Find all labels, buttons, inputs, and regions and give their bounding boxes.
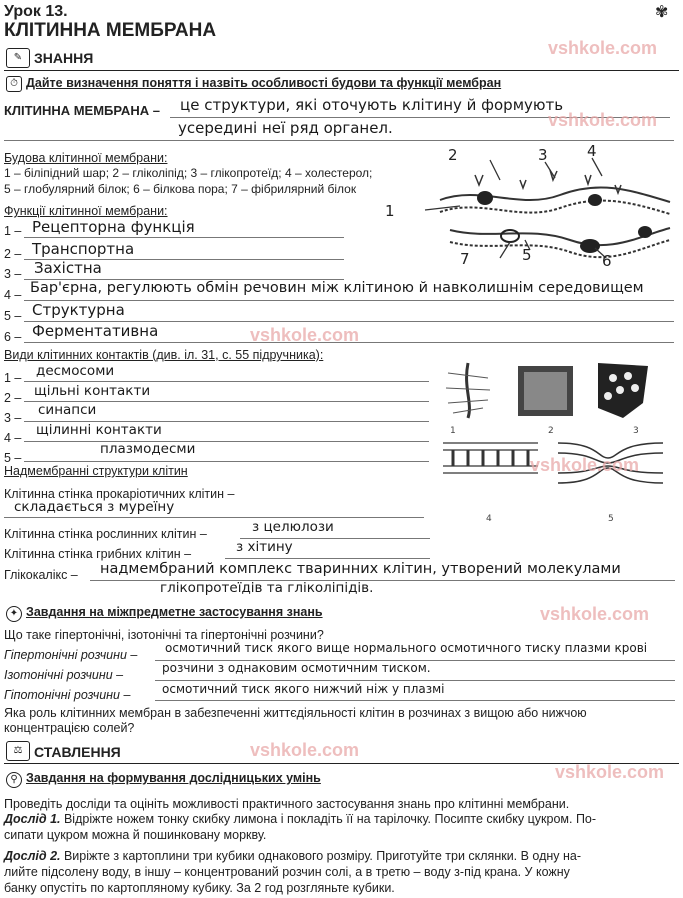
diagram-label-6: 6 (602, 252, 612, 270)
lesson-number: Урок 13. (4, 3, 68, 20)
function-number: 5 – (4, 309, 22, 323)
function-number: 1 – (4, 224, 22, 238)
book-icon: ✎ (6, 48, 30, 68)
prokaryote-answer: складається з муреїну (14, 499, 175, 515)
page-title: КЛІТИННА МЕМБРАНА (4, 20, 217, 41)
experiment-2-title: Дослід 2. (4, 849, 61, 863)
figure-number-1: 1 (450, 426, 456, 436)
function-number: 4 – (4, 288, 22, 302)
glycocalyx-answer-1: надмембраний комплекс тваринних клітин, утворений молекулами (100, 561, 621, 577)
section-attitude: СТАВЛЕННЯ (34, 744, 121, 760)
definition-answer-1: це структури, які оточують клітину й формують (180, 96, 564, 114)
clock-icon: ⏱ (6, 76, 22, 92)
answer-line (24, 441, 429, 442)
structure-heading: Будова клітинної мембрани: (4, 151, 168, 165)
diagram-label-1: 1 (385, 202, 395, 220)
function-answer: Рецепторна функція (32, 218, 195, 236)
diagram-label-3: 3 (538, 146, 548, 164)
structure-line-1: 1 – біліпідний шар; 2 – гліколіпід; 3 – глікопротеїд; 4 – холестерол; (4, 166, 373, 180)
diagram-label-4: 4 (587, 142, 597, 160)
isotonic-label: Ізотонічні розчини – (4, 668, 124, 682)
contact-answer: щілинні контакти (36, 422, 162, 438)
corner-icon: ✾ (655, 4, 669, 21)
contact-number: 4 – (4, 431, 22, 445)
experiment-2-text: Виріжте з картоплини три кубики однакового розміру. Приготуйте три склянки. В одну на- (60, 849, 582, 863)
contact-number: 3 – (4, 411, 22, 425)
watermark: vshkole.com (555, 762, 665, 782)
answer-line (155, 700, 675, 701)
task-interdisciplinary-heading: Завдання на міжпредметне застосування знань (26, 605, 323, 619)
diagram-label-2: 2 (448, 146, 458, 164)
contacts-heading: Види клітинних контактів (див. іл. 31, с. 55 підручника): (4, 348, 324, 362)
definition-answer-2: усередині неї ряд органел. (178, 119, 393, 137)
experiment-1-line-2: сипати цукром можна й пошинковану моркву. (4, 828, 267, 842)
experiment-1-text: Відріжте ножем тонку скибку лимона і покладіть її на тарілочку. Посипте скибку цукром. По- (60, 812, 597, 826)
plant-label: Клітинна стінка рослинних клітин – (4, 527, 207, 541)
contact-number: 1 – (4, 371, 22, 385)
role-question-1: Яка роль клітинних мембран в забезпеченні життєдіяльності клітин в розчинах з вищою або нижчою (4, 706, 587, 720)
watermark: vshkole.com (548, 38, 658, 58)
hypertonic-label: Гіпертонічні розчини – (4, 648, 138, 662)
figure-number-3: 3 (633, 426, 639, 436)
watermark: vshkole.com (530, 455, 640, 475)
figure-number-2: 2 (548, 426, 554, 436)
definition-term: КЛІТИННА МЕМБРАНА – (4, 103, 160, 118)
figure-number-4: 4 (486, 514, 492, 524)
fungi-label: Клітинна стінка грибних клітин – (4, 547, 192, 561)
contact-answer: синапси (38, 402, 97, 418)
function-answer: Захістна (34, 259, 102, 277)
plant-answer: з целюлози (252, 519, 334, 535)
hypotonic-label: Гіпотонічні розчини – (4, 688, 131, 702)
watermark: vshkole.com (250, 740, 360, 760)
experiment-1-title: Дослід 1. (4, 812, 61, 826)
experiment-1-line-1 (4, 812, 596, 826)
answer-line (24, 381, 429, 382)
puzzle-icon: ✦ (6, 606, 22, 622)
watermark: vshkole.com (540, 604, 650, 624)
experiment-2-line-1 (4, 849, 581, 863)
isotonic-answer: розчини з однаковим осмотичним тиском. (162, 661, 431, 675)
function-number: 6 – (4, 330, 22, 344)
function-answer: Бар'єрна, регулюють обмін речовин між клітиною й навколишнім середовищем (30, 280, 644, 296)
diagram-label-5: 5 (522, 246, 532, 264)
cell-contacts-figures (438, 358, 678, 528)
answer-line (24, 237, 344, 238)
experiment-2-line-2: лийте підсолену воду, в іншу – концентрований розчин солі, а в третю – воду з-під крана. У кожну (4, 865, 570, 879)
contact-number: 5 – (4, 451, 22, 465)
membrane-diagram (380, 140, 680, 270)
function-number: 2 – (4, 247, 22, 261)
answer-line (4, 517, 424, 518)
glycocalyx-answer-2: глікопротеїдів та гліколіпідів. (160, 580, 374, 596)
solutions-question: Що таке гіпертонічні, ізотонічні та гіпертонічні розчини? (4, 628, 324, 642)
structure-line-2: 5 – глобулярний білок; 6 – білкова пора; 7 – фібрилярний білок (4, 182, 357, 196)
hypertonic-answer: осмотичний тиск якого вище нормального осмотичного тиску плазми крові (165, 641, 648, 655)
function-answer: Транспортна (32, 240, 135, 258)
function-number: 3 – (4, 267, 22, 281)
contact-number: 2 – (4, 391, 22, 405)
prokaryote-label: Клітинна стінка прокаріотичних клітин – (4, 487, 235, 501)
hypotonic-answer: осмотичний тиск якого нижчий ніж у плазмі (162, 682, 445, 696)
function-answer: Структурна (32, 301, 125, 319)
task-definition-heading: Дайте визначення поняття і назвіть особливості будови та функції мембран (26, 76, 502, 90)
watermark: vshkole.com (250, 325, 360, 345)
task-research-heading: Завдання на формування дослідницьких умінь (26, 771, 321, 785)
functions-heading: Функції клітинної мембрани: (4, 204, 168, 218)
watermark: vshkole.com (548, 110, 658, 130)
diagram-label-7: 7 (460, 250, 470, 268)
answer-line (225, 558, 430, 559)
answer-line (24, 461, 429, 462)
contact-answer: щільні контакти (34, 383, 151, 399)
contact-answer: плазмодесми (100, 441, 196, 457)
fungi-answer: з хітину (236, 539, 293, 555)
figure-number-5: 5 (608, 514, 614, 524)
supra-heading: Надмембранні структури клітин (4, 464, 188, 478)
function-answer: Ферментативна (32, 322, 159, 340)
contact-answer: десмосоми (36, 363, 115, 379)
magnifier-icon: ⚲ (6, 772, 22, 788)
glycocalyx-label: Глікокалікс – (4, 568, 78, 582)
research-intro: Проведіть досліди та оцініть можливості практичного застосування знань про клітинні мембрани. (4, 797, 570, 811)
section-knowledge: ЗНАННЯ (34, 50, 94, 66)
scales-icon: ⚖ (6, 741, 30, 761)
role-question-2: концентрацією солей? (4, 721, 135, 735)
divider (4, 70, 679, 71)
answer-line (155, 680, 675, 681)
experiment-2-line-3: банку опустіть по картопляному кубику. За 2 год розгляньте кубики. (4, 881, 395, 895)
